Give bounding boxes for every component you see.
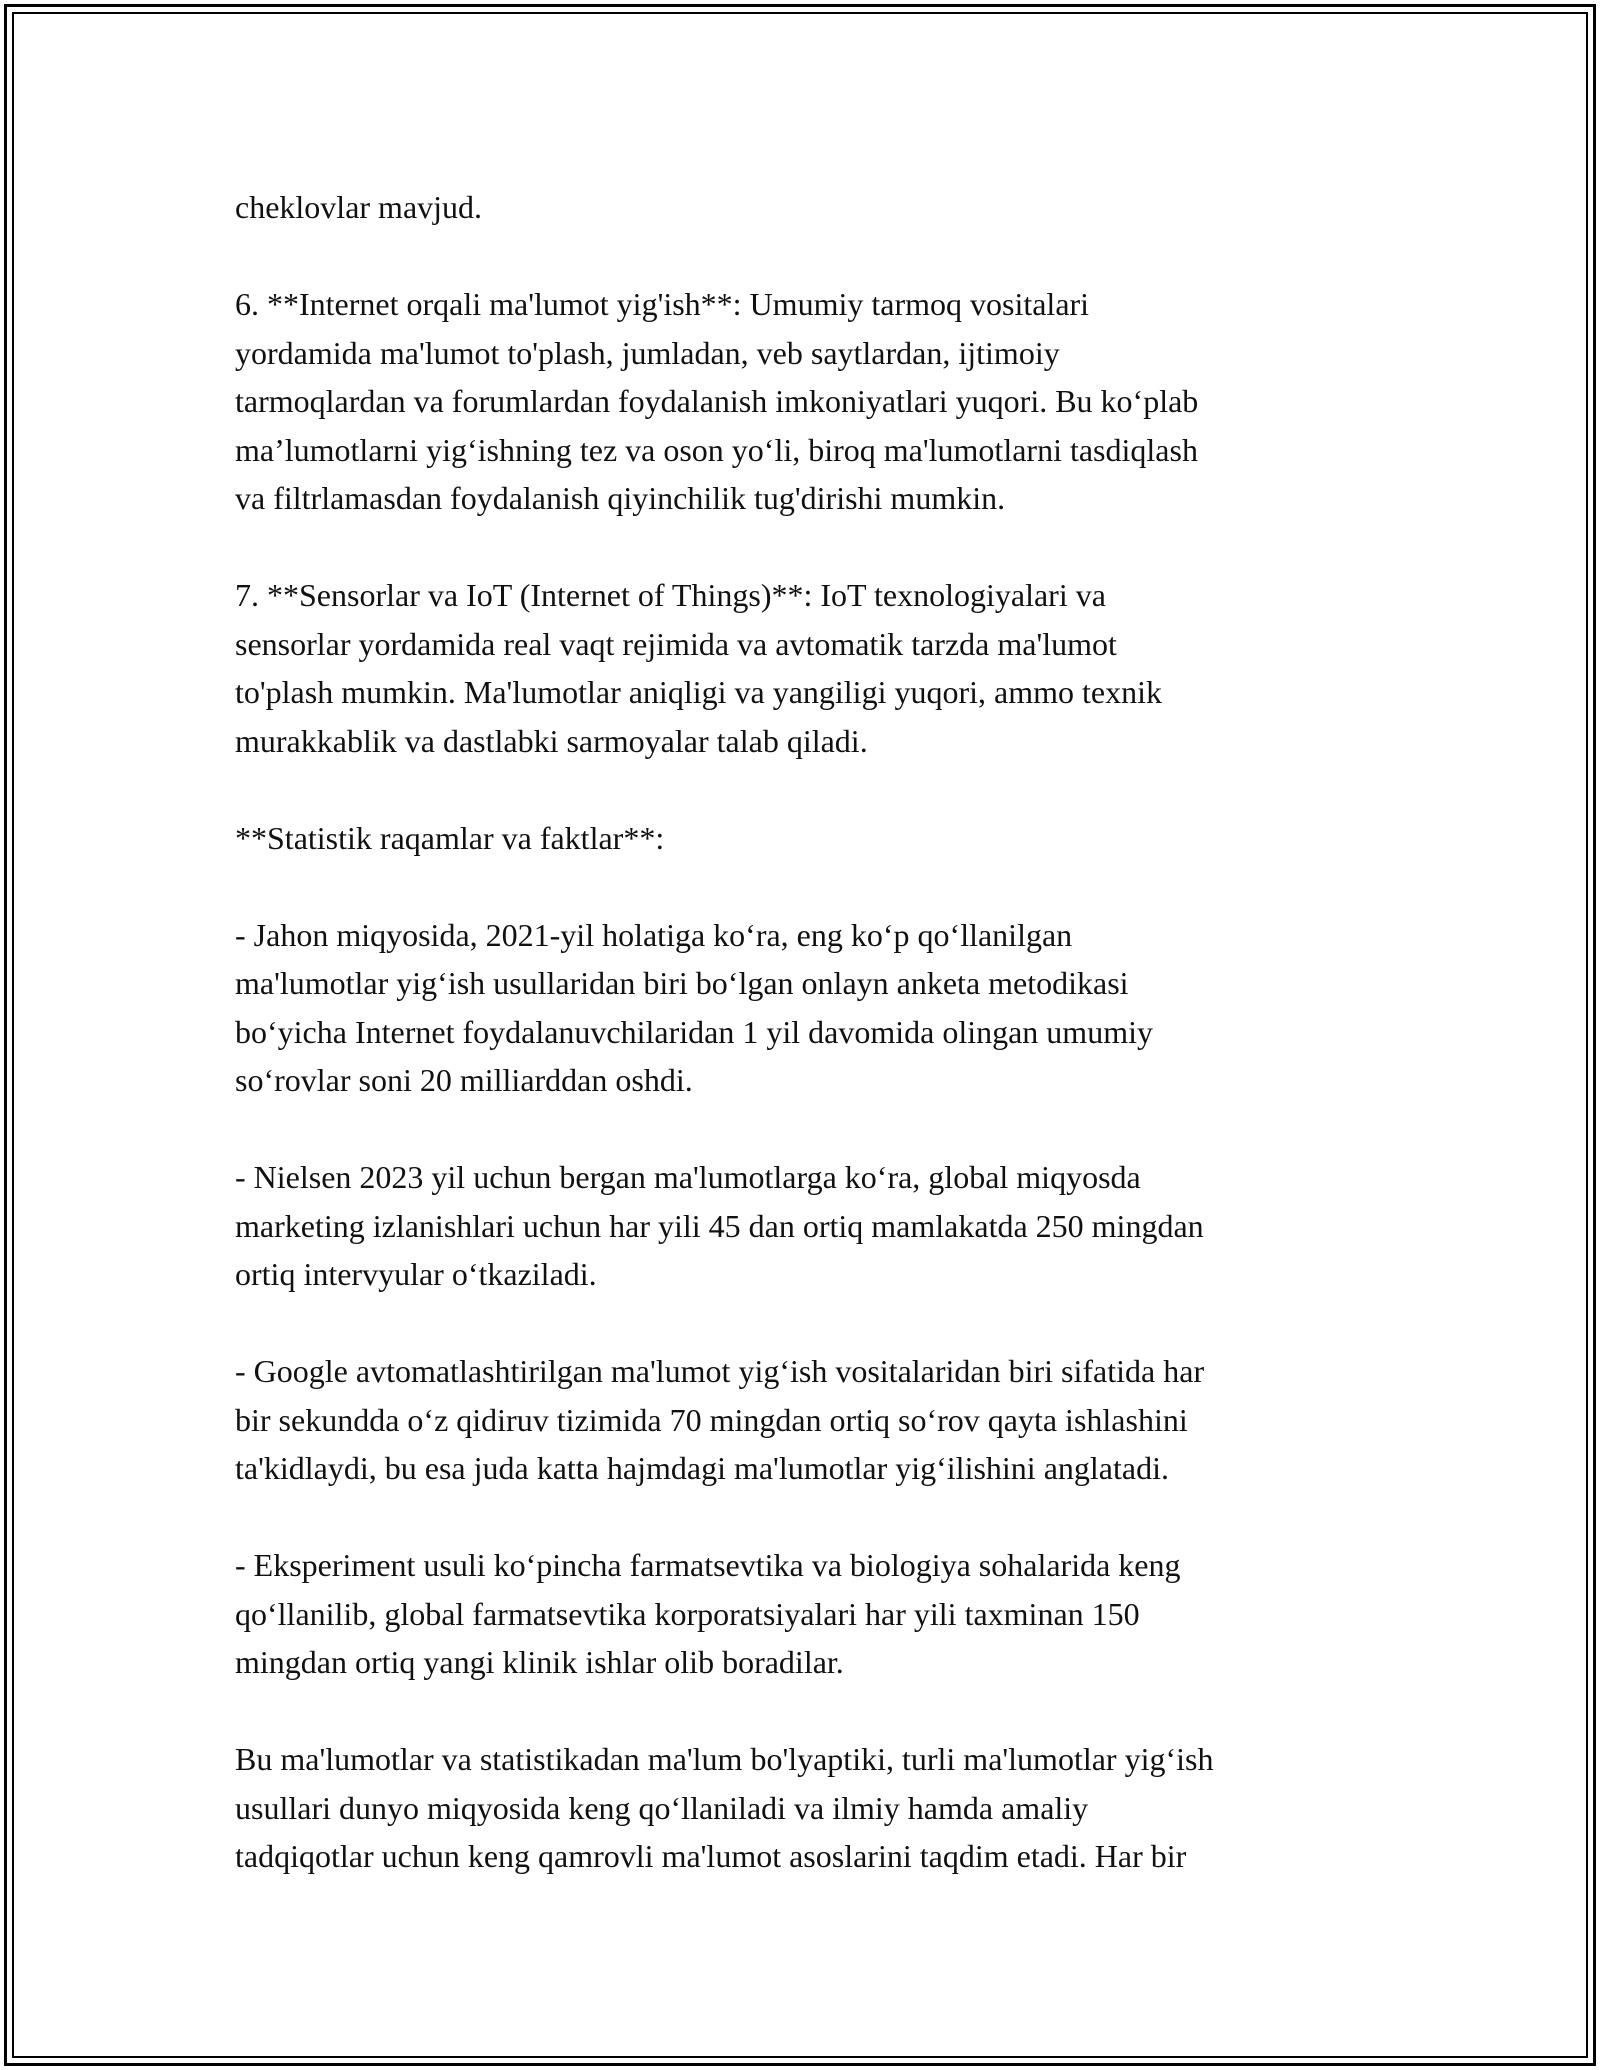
- text-line: ta'kidlaydi, bu esa juda katta hajmdagi ma'lumotlar yigʻilishini anglatadi.: [235, 1450, 1169, 1486]
- paragraph-intro-tail: [235, 183, 1375, 232]
- text-line: ma'lumotlar yigʻish usullaridan biri boʻlgan onlayn anketa metodikasi: [235, 965, 1129, 1001]
- text-line: ma’lumotlarni yigʻishning tez va oson yoʻli, biroq ma'lumotlarni tasdiqlash: [235, 431, 1198, 468]
- paragraph-conclusion: [235, 1735, 1375, 1881]
- text-line: ortiq intervyular oʻtkaziladi.: [235, 1256, 597, 1292]
- text-line: 6. **Internet orqali ma'lumot yig'ish**: Umumiy tarmoq vositalari: [235, 286, 1090, 322]
- bullet-paragraph-nielsen: [235, 1153, 1375, 1299]
- text-line: - Google avtomatlashtirilgan ma'lumot yigʻish vositalaridan biri sifatida har: [235, 1353, 1205, 1389]
- document-body: [235, 183, 1375, 1881]
- bullet-paragraph-online-surveys: [235, 911, 1375, 1105]
- text-line: usullari dunyo miqyosida keng qoʻllaniladi va ilmiy hamda amaliy: [235, 1789, 1089, 1826]
- text-line: - Eksperiment usuli koʻpincha farmatsevtika va biologiya sohalarida keng: [235, 1547, 1181, 1583]
- text-line: qoʻllanilib, global farmatsevtika korporatsiyalari har yili taxminan 150: [235, 1595, 1140, 1632]
- text-line: marketing izlanishlari uchun har yili 45 dan ortiq mamlakatda 250 mingdan: [235, 1207, 1204, 1244]
- text-line: mingdan ortiq yangi klinik ishlar olib boradilar.: [235, 1644, 844, 1680]
- bullet-paragraph-experiment: [235, 1541, 1375, 1687]
- text-line: - Nielsen 2023 yil uchun bergan ma'lumotlarga koʻra, global miqyosda: [235, 1159, 1141, 1195]
- bullet-paragraph-google: [235, 1347, 1375, 1493]
- text-line: boʻyicha Internet foydalanuvchilaridan 1 yil davomida olingan umumiy: [235, 1013, 1153, 1050]
- text-line: sensorlar yordamida real vaqt rejimida va avtomatik tarzda ma'lumot: [235, 625, 1117, 662]
- text-line: soʻrovlar soni 20 milliarddan oshdi.: [235, 1062, 693, 1098]
- text-line: 7. **Sensorlar va IoT (Internet of Things)**: IoT texnologiyalari va: [235, 577, 1106, 613]
- text-line: tarmoqlardan va forumlardan foydalanish imkoniyatlari yuqori. Bu koʻplab: [235, 383, 1199, 419]
- text-line: murakkablik va dastlabki sarmoyalar talab qiladi.: [235, 722, 868, 759]
- text-line: yordamida ma'lumot to'plash, jumladan, veb saytlardan, ijtimoiy: [235, 334, 1060, 371]
- text-line: Bu ma'lumotlar va statistikadan ma'lum bo'lyaptiki, turli ma'lumotlar yigʻish: [235, 1741, 1214, 1777]
- text-line: to'plash mumkin. Ma'lumotlar aniqligi va yangiligi yuqori, ammo texnik: [235, 674, 1162, 710]
- text-line: bir sekundda oʻz qidiruv tizimida 70 mingdan ortiq soʻrov qayta ishlashini: [235, 1401, 1188, 1438]
- section-heading-statistics: [235, 814, 1375, 863]
- text-line: tadqiqotlar uchun keng qamrovli ma'lumot asoslarini taqdim etadi. Har bir: [235, 1838, 1187, 1874]
- paragraph-item-6: [235, 280, 1375, 523]
- text-line: va filtrlamasdan foydalanish qiyinchilik tug'dirishi mumkin.: [235, 480, 1006, 516]
- text-line: cheklovlar mavjud.: [235, 189, 483, 225]
- text-line: - Jahon miqyosida, 2021-yil holatiga koʻra, eng koʻp qoʻllanilgan: [235, 916, 1073, 953]
- text-line: **Statistik raqamlar va faktlar**:: [235, 819, 665, 856]
- paragraph-item-7: [235, 571, 1375, 765]
